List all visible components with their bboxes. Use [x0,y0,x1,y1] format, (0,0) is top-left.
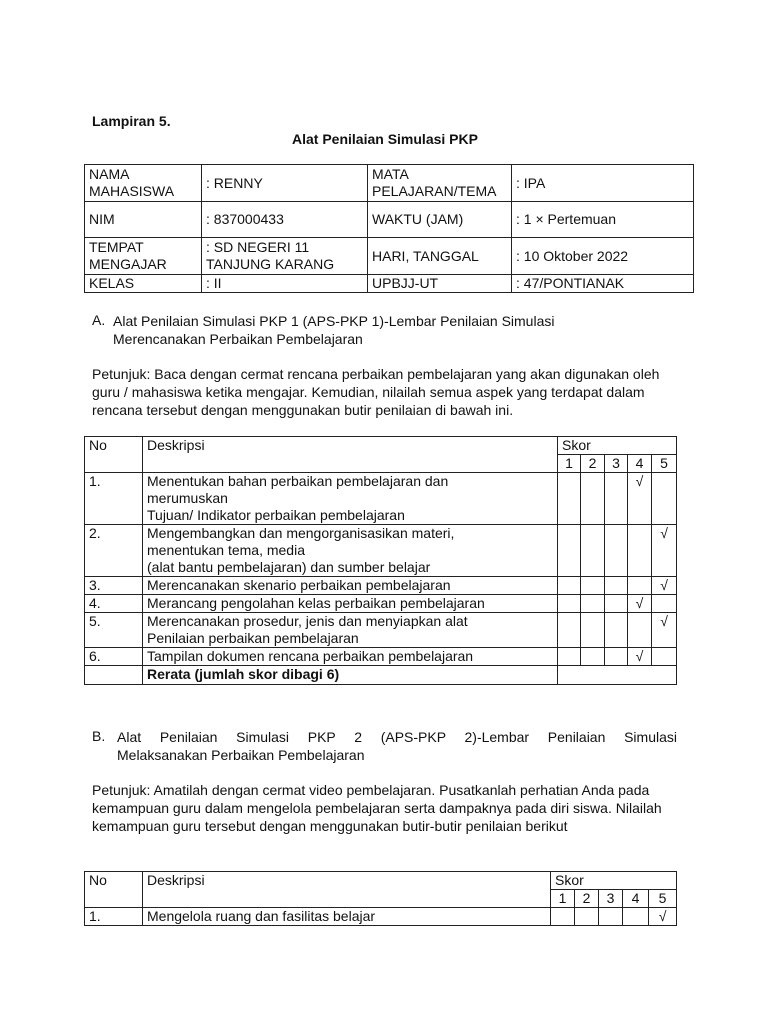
score-cell-3 [605,595,628,613]
description-line: Penilaian perbaikan pembelajaran [147,630,359,646]
score-cell-5 [652,473,677,525]
rerata-label: Rerata (jumlah skor dibagi 6) [143,666,558,685]
section-a-title-line1: Alat Penilaian Simulasi PKP 1 (APS-PKP 1)-Lembar Penilaian Simulasi [113,313,555,329]
section-a-petunjuk: Petunjuk: Baca dengan cermat rencana perbaikan pembelajaran yang akan digunakan oleh guru / mahasiswa ketika mengajar. Kemudian, nilailah semua aspek yang terdapat dalam rencana tersebut dengan menggunakan butir penilaian di bawah ini. [92,366,660,418]
score-cell-5 [652,613,677,648]
info-value-nama: : RENNY [202,165,368,202]
table-row [85,473,677,525]
score-cell-4 [623,908,649,926]
score-header-3: 3 [599,890,623,908]
score-cell-1 [558,648,581,666]
section-b-title-line1: Alat Penilaian Simulasi PKP 2 (APS-PKP 2)-Lembar Penilaian Simulasi [117,729,677,745]
row-description [143,613,558,648]
table-row [85,908,677,926]
score-header-4: 4 [628,455,652,473]
checkmark-icon: √ [635,595,644,611]
section-b-marker: B. [92,728,106,744]
col-header-deskripsi: Deskripsi [143,437,558,473]
description-line: menentukan tema, media [147,542,305,558]
col-header-skor: Skor [551,872,677,890]
score-cell-1 [558,473,581,525]
col-header-no: No [85,437,143,473]
score-header-3: 3 [605,455,628,473]
row-number: 4. [85,595,143,613]
student-info-table [84,164,694,293]
score-cell-3 [605,577,628,595]
info-label-tempat: TEMPAT MENGAJAR [85,238,202,275]
description-line: Merencanakan skenario perbaikan pembelajaran [147,577,451,593]
info-label-mapel: MATA PELAJARAN/TEMA [368,165,512,202]
table-row [85,525,677,577]
info-label-waktu: WAKTU (JAM) [368,202,512,238]
score-cell-2 [581,577,605,595]
info-value-kelas: : II [202,275,368,293]
score-cell-5 [652,648,677,666]
score-cell-5 [652,525,677,577]
table-row [85,595,677,613]
score-cell-1 [558,613,581,648]
info-value-waktu: : 1 × Pertemuan [512,202,694,238]
score-cell-4 [628,525,652,577]
row-number: 6. [85,648,143,666]
info-value-mapel: : IPA [512,165,694,202]
rerata-value-cell [558,666,677,685]
score-cell-4 [628,577,652,595]
section-b-title-line2: Melaksanakan Perbaikan Pembelajaran [117,747,365,763]
checkmark-icon: √ [660,577,668,593]
score-cell-4 [628,595,652,613]
score-cell-3 [605,525,628,577]
row-description [143,525,558,577]
section-a-title [113,312,554,348]
info-value-hari: : 10 Oktober 2022 [512,238,694,275]
section-a-title-line2: Merencanakan Perbaikan Pembelajaran [113,331,363,347]
table-row [85,577,677,595]
description-line: Mengelola ruang dan fasilitas belajar [147,908,376,924]
score-cell-1 [558,525,581,577]
row-number: 3. [85,577,143,595]
checkmark-icon: √ [635,648,644,664]
description-line: Merancang pengolahan kelas perbaikan pembelajaran [147,595,485,611]
score-cell-1 [551,908,575,926]
score-cell-5 [652,595,677,613]
row-description [143,595,558,613]
score-cell-2 [581,473,605,525]
score-header-2: 2 [581,455,605,473]
info-value-nim: : 837000433 [202,202,368,238]
description-line: Mengembangkan dan mengorganisasikan materi, [147,525,455,541]
score-cell-2 [581,595,605,613]
score-cell-2 [581,525,605,577]
score-cell-4 [628,613,652,648]
row-description [143,648,558,666]
col-header-no: No [85,872,143,908]
score-header-4: 4 [623,890,649,908]
info-value-tempat: : SD NEGERI 11 TANJUNG KARANG [202,238,368,275]
score-header-1: 1 [551,890,575,908]
info-value-upbjj: : 47/PONTIANAK [512,275,694,293]
row-description [143,908,551,926]
description-line: Tampilan dokumen rencana perbaikan pembelajaran [147,648,474,664]
score-cell-5 [652,577,677,595]
info-label-nama: NAMA MAHASISWA [85,165,202,202]
description-line: Menentukan bahan perbaikan pembelajaran dan [147,473,449,489]
section-b-title [117,728,677,764]
section-a-marker: A. [92,312,106,328]
score-cell-4 [628,648,652,666]
score-table-a [84,436,677,685]
rerata-no-cell [85,666,143,685]
info-label-upbjj: UPBJJ-UT [368,275,512,293]
checkmark-icon: √ [635,473,644,489]
score-cell-2 [581,613,605,648]
score-cell-2 [581,648,605,666]
score-cell-4 [628,473,652,525]
score-table-b [84,871,677,926]
table-row [85,648,677,666]
lampiran-label: Lampiran 5. [92,113,171,129]
row-number: 1. [85,473,143,525]
score-cell-3 [605,473,628,525]
col-header-deskripsi: Deskripsi [143,872,551,908]
page-title: Alat Penilaian Simulasi PKP [292,131,478,147]
checkmark-icon: √ [660,525,668,541]
score-cell-3 [605,613,628,648]
row-number: 5. [85,613,143,648]
score-header-2: 2 [575,890,599,908]
row-description [143,577,558,595]
checkmark-icon: √ [660,613,668,629]
col-header-skor: Skor [558,437,677,455]
score-cell-5 [649,908,677,926]
score-cell-3 [599,908,623,926]
info-label-kelas: KELAS [85,275,202,293]
row-number: 1. [85,908,143,926]
description-line: Tujuan/ Indikator perbaikan pembelajaran [147,507,405,523]
score-cell-2 [575,908,599,926]
info-label-hari: HARI, TANGGAL [368,238,512,275]
checkmark-icon: √ [658,908,667,924]
score-header-5: 5 [649,890,677,908]
description-line: Merencanakan prosedur, jenis dan menyiapkan alat [147,613,468,629]
score-header-5: 5 [652,455,677,473]
score-cell-1 [558,577,581,595]
row-number: 2. [85,525,143,577]
score-cell-1 [558,595,581,613]
section-b-petunjuk: Petunjuk: Amatilah dengan cermat video pembelajaran. Pusatkanlah perhatian Anda pada kemampuan guru dalam mengelola pembelajaran serta dampaknya pada diri siswa. Nilailah kemampuan guru tersebut dengan menggunakan butir-butir penilaian berikut [92,782,662,834]
row-description [143,473,558,525]
table-row [85,613,677,648]
description-line: merumuskan [147,490,228,506]
info-label-nim: NIM [85,202,202,238]
score-header-1: 1 [558,455,581,473]
description-line: (alat bantu pembelajaran) dan sumber belajar [147,559,431,575]
score-cell-3 [605,648,628,666]
